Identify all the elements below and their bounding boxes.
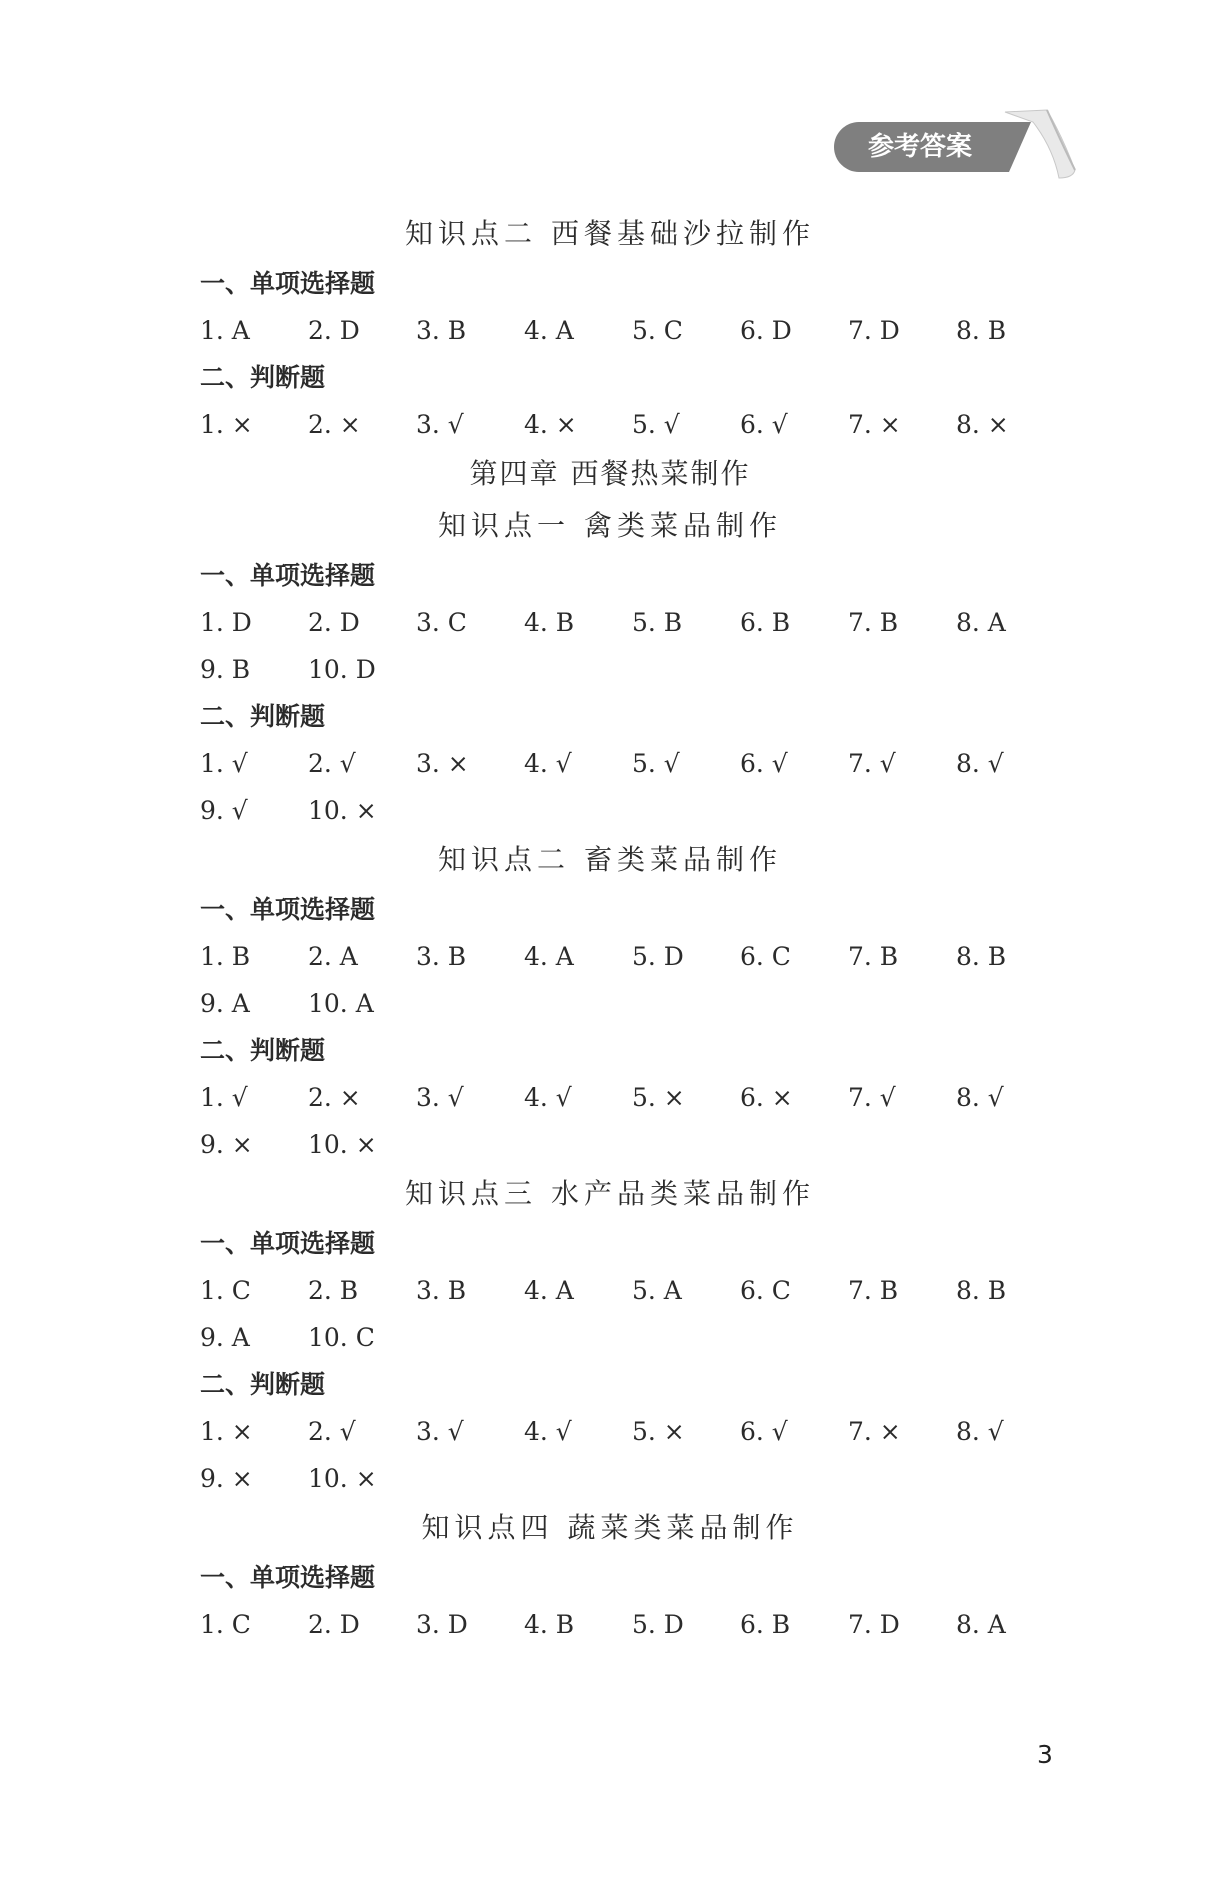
section-title: 知识点二 畜类菜品制作 [438, 843, 782, 876]
answer-row [0, 787, 1220, 834]
answer-item: 6. B [740, 608, 791, 637]
answer-item: 9. × [200, 1130, 253, 1159]
answer-item: 4. B [524, 1610, 575, 1639]
answer-item: 9. A [200, 989, 250, 1018]
answer-item: 7. D [848, 316, 900, 345]
answer-item: 7. B [848, 1276, 899, 1305]
answer-item: 2. B [308, 1276, 359, 1305]
answer-item: 7. D [848, 1610, 900, 1639]
answer-item: 1. × [200, 410, 253, 439]
page-number: 3 [1037, 1740, 1053, 1769]
answer-row [0, 599, 1220, 646]
mc-heading: 一、单项选择题 [200, 269, 376, 298]
answer-item: 2. × [308, 410, 361, 439]
answer-item: 2. D [308, 1610, 360, 1639]
answer-item: 3. C [416, 608, 467, 637]
chapter-title: 第四章 西餐热菜制作 [469, 457, 751, 490]
tf-heading: 二、判断题 [200, 702, 326, 731]
answer-item: 8. A [956, 1610, 1006, 1639]
answer-item: 10. × [308, 1130, 377, 1159]
answer-row [0, 1267, 1220, 1314]
answer-item: 8. √ [956, 749, 1004, 778]
answer-item: 10. A [308, 989, 374, 1018]
answer-item: 8. √ [956, 1083, 1004, 1112]
answer-item: 9. × [200, 1464, 253, 1493]
answer-item: 5. × [632, 1417, 685, 1446]
answer-item: 10. D [308, 655, 376, 684]
answer-item: 6. C [740, 942, 791, 971]
answer-item: 1. √ [200, 1083, 248, 1112]
mc-heading: 一、单项选择题 [200, 561, 376, 590]
answer-item: 1. A [200, 316, 250, 345]
answer-row [0, 1601, 1220, 1648]
answer-item: 7. × [848, 410, 901, 439]
answer-item: 8. √ [956, 1417, 1004, 1446]
answer-item: 6. D [740, 316, 792, 345]
answer-item: 6. × [740, 1083, 793, 1112]
answer-item: 5. D [632, 1610, 684, 1639]
answer-item: 10. C [308, 1323, 375, 1352]
answer-row [0, 1455, 1220, 1502]
answer-item: 4. A [524, 316, 574, 345]
answer-item: 6. C [740, 1276, 791, 1305]
answer-row [0, 1314, 1220, 1361]
mc-heading: 一、单项选择题 [200, 895, 376, 924]
answer-item: 9. √ [200, 796, 248, 825]
answer-row [0, 1074, 1220, 1121]
answer-row [0, 740, 1220, 787]
answer-item: 3. B [416, 1276, 467, 1305]
section-title: 知识点二 西餐基础沙拉制作 [405, 217, 815, 250]
answer-item: 6. √ [740, 1417, 788, 1446]
answer-item: 10. × [308, 1464, 377, 1493]
mc-heading: 一、单项选择题 [200, 1563, 376, 1592]
answer-item: 4. A [524, 942, 574, 971]
answer-row [0, 307, 1220, 354]
answer-item: 1. × [200, 1417, 253, 1446]
answer-item: 5. D [632, 942, 684, 971]
answer-item: 8. A [956, 608, 1006, 637]
answer-item: 5. × [632, 1083, 685, 1112]
answer-row [0, 401, 1220, 448]
answer-item: 2. × [308, 1083, 361, 1112]
answer-item: 4. A [524, 1276, 574, 1305]
answer-item: 2. √ [308, 1417, 356, 1446]
answer-item: 1. B [200, 942, 251, 971]
answer-item: 4. × [524, 410, 577, 439]
answer-item: 7. √ [848, 749, 896, 778]
answer-item: 1. C [200, 1276, 251, 1305]
answer-item: 5. B [632, 608, 683, 637]
answer-row [0, 1408, 1220, 1455]
answer-item: 7. B [848, 608, 899, 637]
answer-item: 3. √ [416, 410, 464, 439]
answer-item: 5. √ [632, 749, 680, 778]
answer-item: 5. √ [632, 410, 680, 439]
answer-item: 4. √ [524, 749, 572, 778]
answer-content [0, 208, 1220, 1648]
answer-item: 2. A [308, 942, 358, 971]
answer-key-tab: 参考答案 [834, 122, 1009, 172]
answer-item: 6. √ [740, 749, 788, 778]
answer-item: 2. D [308, 316, 360, 345]
answer-row [0, 1121, 1220, 1168]
answer-item: 6. B [740, 1610, 791, 1639]
tf-heading: 二、判断题 [200, 1036, 326, 1065]
answer-item: 4. √ [524, 1083, 572, 1112]
page-curl-decoration [1003, 108, 1077, 186]
answer-item: 1. C [200, 1610, 251, 1639]
answer-item: 7. × [848, 1417, 901, 1446]
answer-item: 4. B [524, 608, 575, 637]
answer-item: 5. A [632, 1276, 682, 1305]
answer-row [0, 980, 1220, 1027]
answer-item: 8. × [956, 410, 1009, 439]
answer-item: 3. √ [416, 1417, 464, 1446]
answer-item: 10. × [308, 796, 377, 825]
section-title: 知识点四 蔬菜类菜品制作 [421, 1511, 799, 1544]
section-title: 知识点三 水产品类菜品制作 [405, 1177, 815, 1210]
answer-item: 3. B [416, 316, 467, 345]
answer-item: 6. √ [740, 410, 788, 439]
answer-item: 8. B [956, 1276, 1007, 1305]
answer-item: 1. D [200, 608, 252, 637]
answer-item: 5. C [632, 316, 683, 345]
mc-heading: 一、单项选择题 [200, 1229, 376, 1258]
answer-item: 3. × [416, 749, 469, 778]
answer-item: 7. B [848, 942, 899, 971]
tf-heading: 二、判断题 [200, 1370, 326, 1399]
answer-item: 4. √ [524, 1417, 572, 1446]
answer-item: 9. B [200, 655, 251, 684]
answer-item: 9. A [200, 1323, 250, 1352]
answer-item: 2. √ [308, 749, 356, 778]
answer-row [0, 646, 1220, 693]
section-title: 知识点一 禽类菜品制作 [438, 509, 782, 542]
answer-item: 3. D [416, 1610, 468, 1639]
answer-item: 8. B [956, 942, 1007, 971]
answer-item: 3. √ [416, 1083, 464, 1112]
answer-row [0, 933, 1220, 980]
answer-item: 8. B [956, 316, 1007, 345]
answer-item: 2. D [308, 608, 360, 637]
answer-item: 7. √ [848, 1083, 896, 1112]
answer-item: 3. B [416, 942, 467, 971]
answer-item: 1. √ [200, 749, 248, 778]
tf-heading: 二、判断题 [200, 363, 326, 392]
